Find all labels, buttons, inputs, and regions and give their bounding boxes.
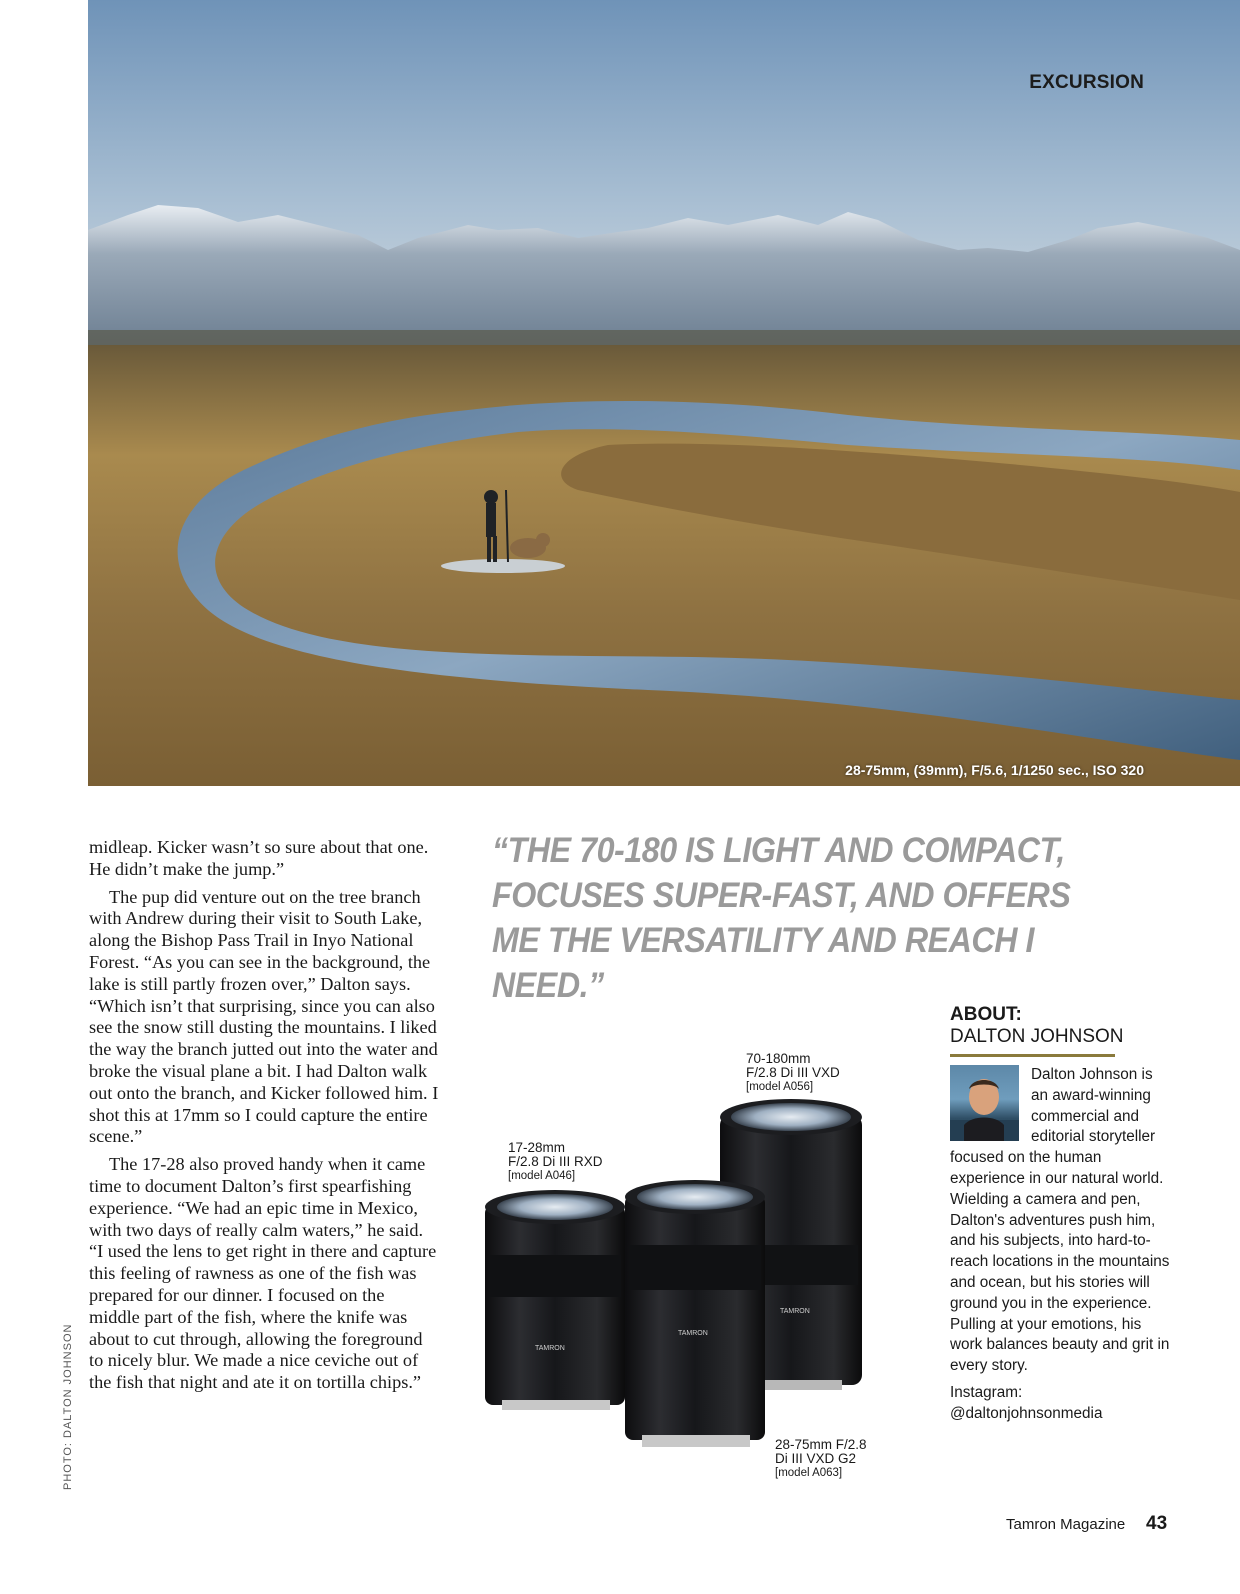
lens-brand-mark: TAMRON bbox=[780, 1308, 810, 1315]
section-label: EXCURSION bbox=[1029, 72, 1144, 93]
body-paragraph: midleap. Kicker wasn’t so sure about that one. He didn’t make the jump.” bbox=[89, 837, 429, 879]
photo-caption: 28-75mm, (39mm), F/5.6, 1/1250 sec., ISO 320 bbox=[845, 762, 1144, 778]
lens-illustration bbox=[480, 1095, 900, 1475]
author-photo bbox=[950, 1065, 1019, 1141]
accent-rule bbox=[950, 1054, 1115, 1057]
about-bio bbox=[950, 1065, 1170, 1377]
page-number: 43 bbox=[1146, 1513, 1168, 1534]
article-body bbox=[89, 837, 439, 1400]
about-bio-text: Dalton Johnson is an award-winning commercial and editorial storyteller focused on the human experience in our natural world. Wielding a camera and pen, Dalton's adventures push him, and his subjects, into hard-to-reach locations in the mountains and ocean, but his stories will ground you in the experience. Pulling at your emotions, his work balances beauty and grit in every story. bbox=[950, 1066, 1170, 1375]
pull-quote: “THE 70-180 IS LIGHT AND COMPACT, FOCUSES SUPER-FAST, AND OFFERS ME THE VERSATILITY AND REACH I NEED.” bbox=[492, 831, 1071, 1005]
instagram-handle: @daltonjohnsonmedia bbox=[950, 1404, 1103, 1422]
photo-credit: PHOTO: DALTON JOHNSON bbox=[62, 1323, 74, 1490]
lens-focal: 17-28mm bbox=[508, 1140, 566, 1155]
body-paragraph: The 17-28 also proved handy when it came time to document Dalton’s first spearfishing experience. “We had an epic time in Mexico, with two days of really calm waters,” he said. “I used the lens to get right in there and capture this feeling of rawness as one of the fish was prepared for our dinner. I focused on the middle part of the fish, where the knife was about to cut through, allowing the foreground to nicely blur. We made a nice ceviche out of the fish that night and ate it on tortilla chips.” bbox=[89, 1154, 437, 1393]
hero-photo bbox=[88, 0, 1240, 786]
lens-model: [model A056] bbox=[746, 1081, 814, 1093]
about-sidebar bbox=[950, 1004, 1170, 1425]
lens-aperture: Di III VXD G2 bbox=[775, 1451, 857, 1466]
lens-product-photo bbox=[480, 1095, 900, 1480]
lens-focal: 28-75mm F/2.8 bbox=[775, 1437, 867, 1452]
lens-brand-mark: TAMRON bbox=[535, 1345, 565, 1352]
about-heading: ABOUT: bbox=[950, 1004, 1022, 1025]
landscape-illustration bbox=[88, 0, 1240, 786]
lens-aperture: F/2.8 Di III RXD bbox=[508, 1154, 603, 1169]
about-name: DALTON JOHNSON bbox=[950, 1026, 1124, 1047]
footer-magazine-name: Tamron Magazine bbox=[1006, 1516, 1126, 1533]
lens-focal: 70-180mm bbox=[746, 1051, 811, 1066]
author-portrait bbox=[950, 1065, 1019, 1141]
instagram-block bbox=[950, 1383, 1170, 1425]
lens-aperture: F/2.8 Di III VXD bbox=[746, 1065, 840, 1080]
lens-model: [model A046] bbox=[508, 1170, 576, 1182]
lens-model: [model A063] bbox=[775, 1467, 843, 1479]
body-paragraph: The pup did venture out on the tree branch with Andrew during their visit to South Lake, along the Bishop Pass Trail in Inyo National Forest. “As you can see in the background, the lake is still partly frozen over,” Dalton says. “Which isn’t that surprising, since you can also see the snow still dusting the mountains. I liked the way the branch jutted out into the water and broke the visual plane a bit. I had Dalton walk out onto the branch, and Kicker followed him. I shot this at 17mm so I could capture the entire scene.” bbox=[89, 886, 439, 1147]
lens-label-70-180 bbox=[746, 1052, 840, 1094]
instagram-label: Instagram: bbox=[950, 1383, 1023, 1401]
lens-brand-mark: TAMRON bbox=[678, 1330, 708, 1337]
